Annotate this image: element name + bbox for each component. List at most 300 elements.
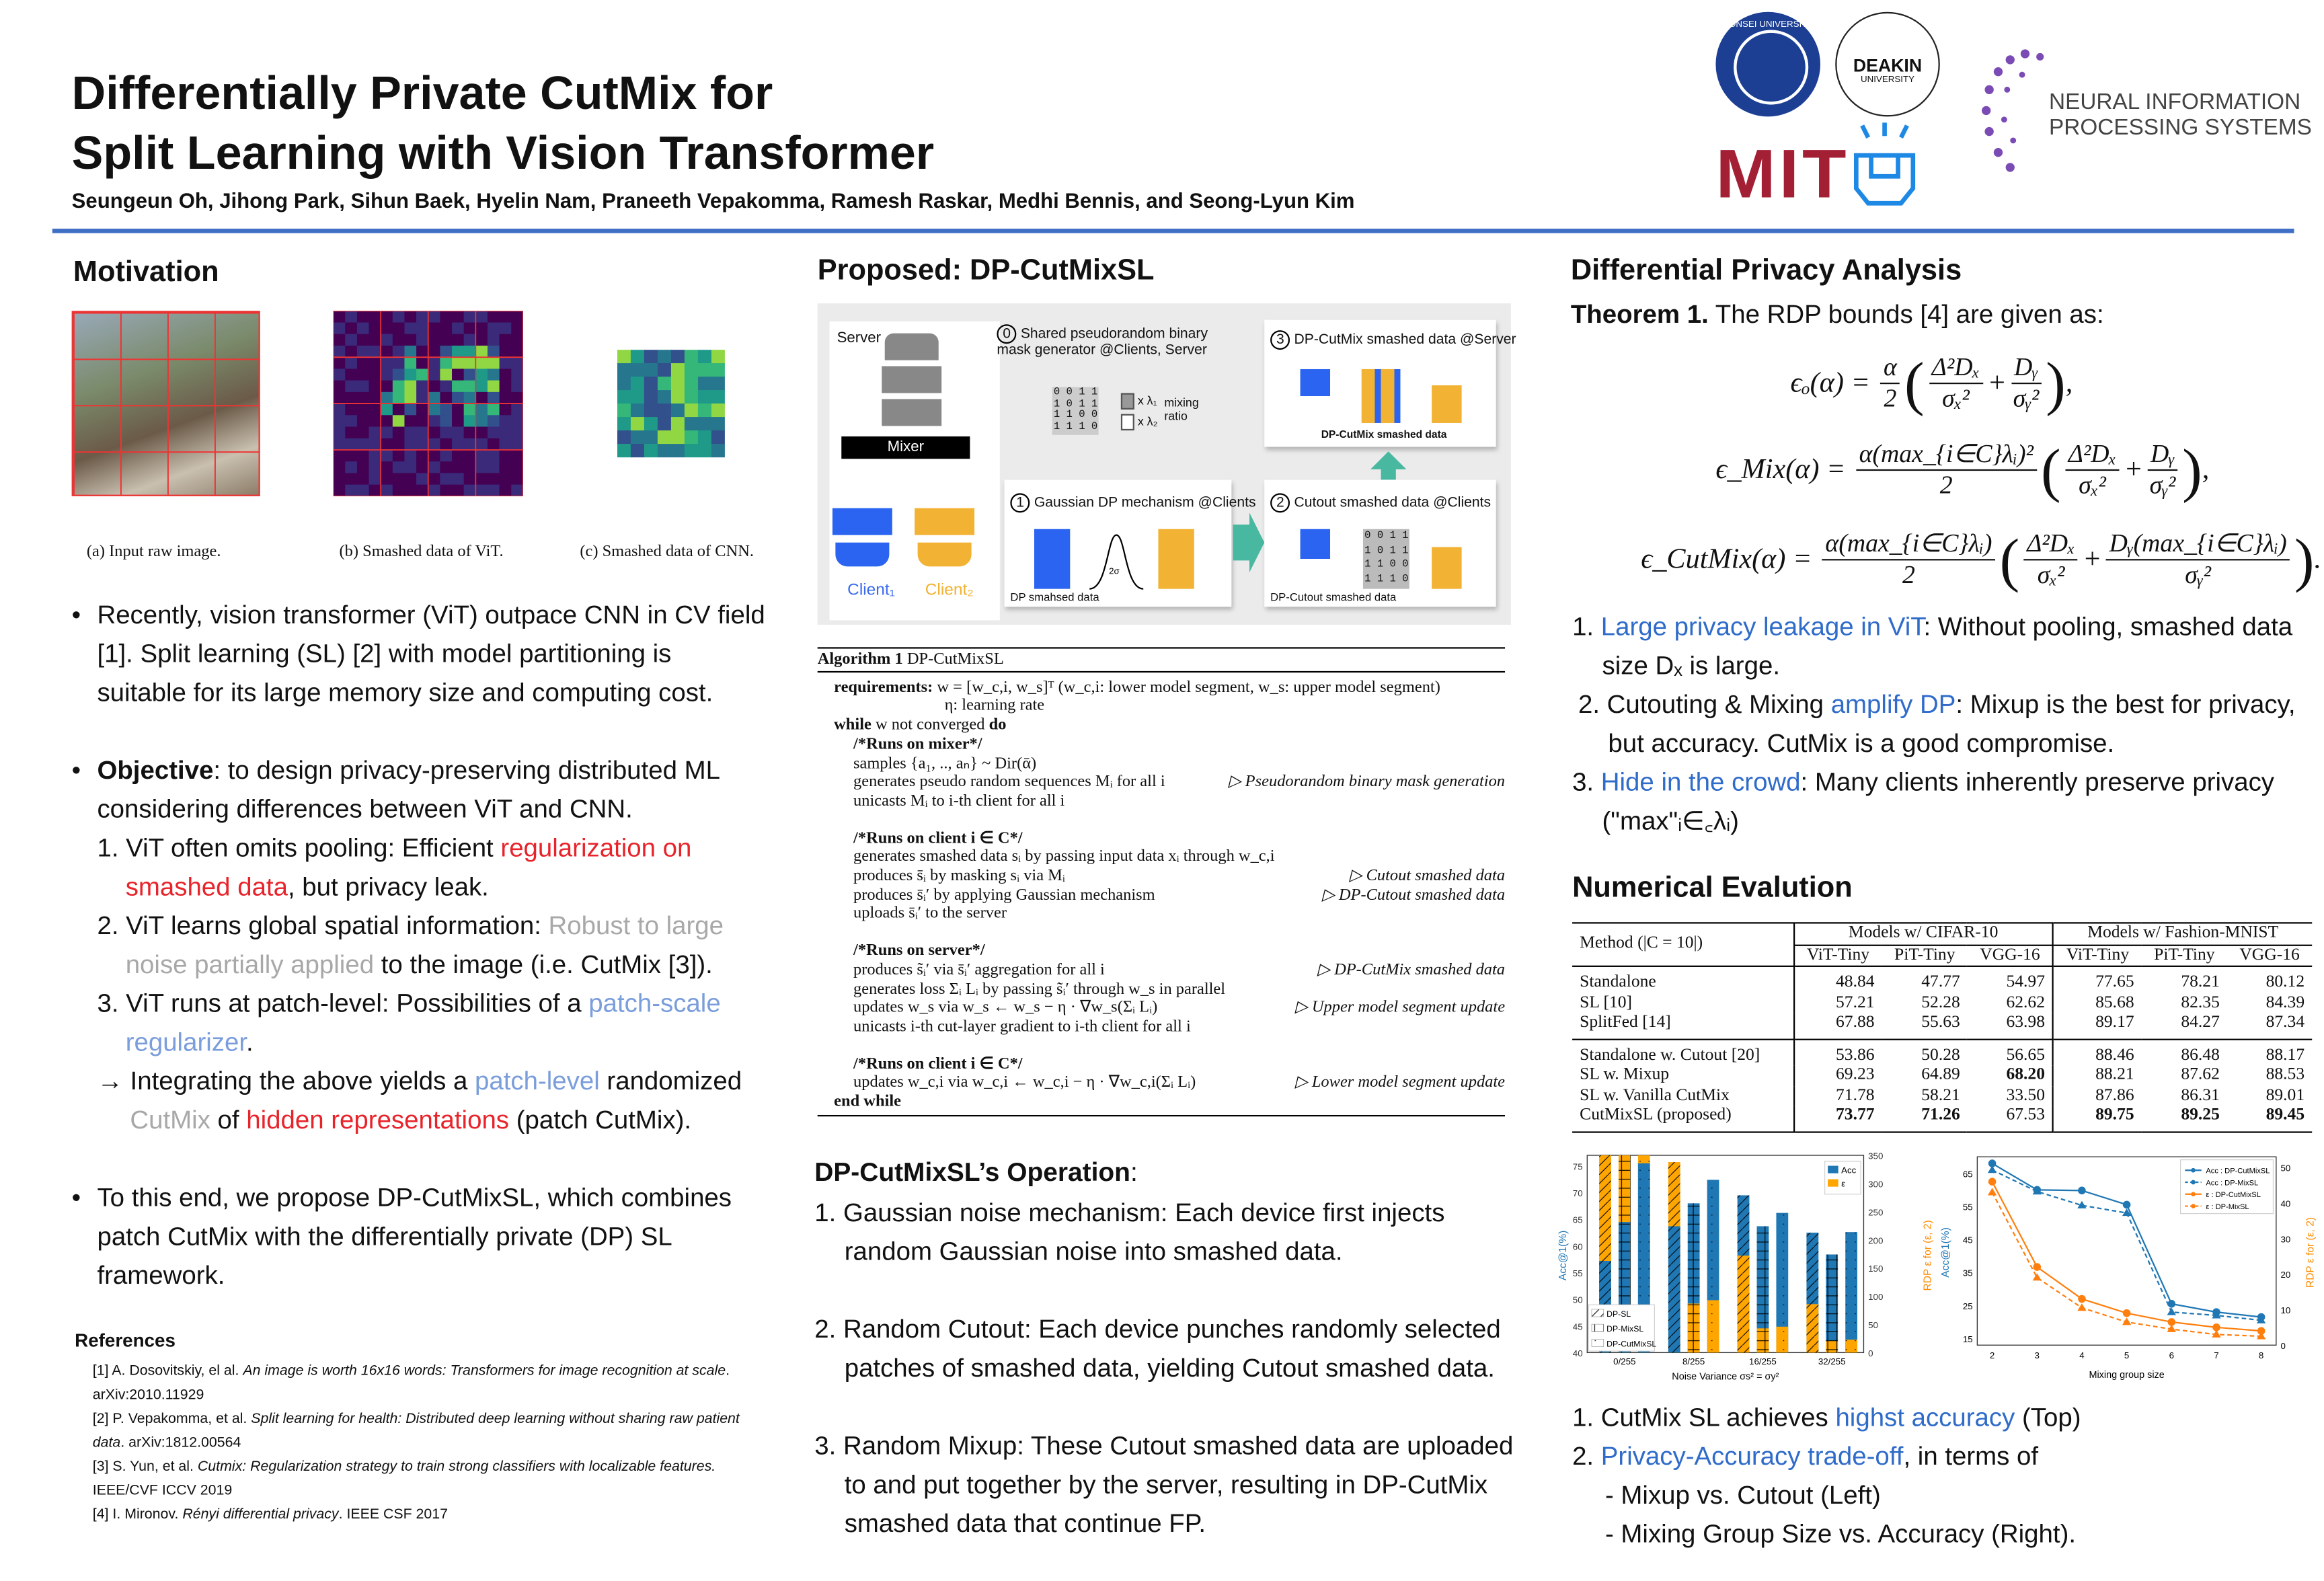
heatmap-cell <box>475 485 488 496</box>
heatmap-cell <box>345 311 357 323</box>
t: → Integrating the above yields a <box>97 1065 475 1096</box>
heatmap-cell <box>464 461 476 473</box>
heatmap-cell <box>393 427 405 439</box>
highlight: CutMix <box>130 1104 210 1134</box>
heatmap-cell <box>511 461 523 473</box>
statement: w = [w_c,i, w_s]ᵀ (w_c,i: lower model segment, w_s: upper model segment) <box>933 678 1440 697</box>
heatmap-cell <box>488 311 500 323</box>
heatmap-cell <box>631 363 645 377</box>
data-point <box>2122 1317 2131 1325</box>
heatmap-cell <box>511 438 523 451</box>
heatmap-cell <box>685 430 699 445</box>
heatmap-cell <box>393 473 405 485</box>
heatmap-cell <box>334 334 346 346</box>
algorithm-line <box>818 848 1505 867</box>
heatmap-cell <box>464 403 476 416</box>
heatmap-cell <box>698 444 712 457</box>
rdp-formula <box>1790 348 2073 416</box>
legend-label: ε : DP-MixSL <box>2206 1203 2249 1212</box>
y-tick-label: 65 <box>1572 1214 1583 1225</box>
y2-tick-label: 50 <box>1868 1320 1878 1331</box>
t: 1. ViT often omits pooling: Efficient <box>97 832 501 863</box>
algorithm-line <box>818 811 1505 829</box>
x-axis-label: Noise Variance σs² = σy² <box>1672 1371 1779 1383</box>
heatmap-cell <box>381 403 393 416</box>
numerical-item-2 <box>1572 1436 2312 1475</box>
heatmap-cell <box>617 377 631 391</box>
heatmap-cell <box>631 444 645 457</box>
method-name: SL w. Vanilla CutMix <box>1572 1086 1793 1106</box>
heatmap-cell <box>357 450 369 462</box>
fraction <box>1822 529 1995 590</box>
legend-label: ε <box>1841 1178 1846 1189</box>
table-row <box>1572 966 2312 993</box>
heatmap-cell <box>511 334 523 346</box>
algorithm-line <box>818 886 1505 904</box>
heatmap-cell <box>393 346 405 358</box>
heatmap-cell <box>357 357 369 369</box>
heatmap-cell <box>631 430 645 445</box>
fraction <box>1856 439 2036 500</box>
heatmap-cell <box>428 334 440 346</box>
algorithm-line <box>818 716 1505 735</box>
x-tick-label: 8 <box>2258 1350 2264 1361</box>
reference-item <box>93 1504 765 1528</box>
algorithm-line <box>818 829 1505 848</box>
data-point <box>2123 1309 2131 1317</box>
heatmap-cell <box>369 369 381 381</box>
highlight: amplify DP <box>1830 689 1956 720</box>
table-cell: 73.77 <box>1836 1106 1875 1124</box>
heatmap-cell <box>440 450 452 462</box>
operation-heading-text: DP-CutMixSL’s Operation <box>814 1157 1130 1187</box>
heatmap-cell <box>440 392 452 404</box>
bullet-1: • Recently, vision transformer (ViT) outpace CNN in CV field [1]. Split learning (SL) [2] with model partitioning is suitable for its large memory size and computing cost. <box>72 595 767 711</box>
table-cell: 80.12 <box>2265 972 2305 991</box>
heatmap-cell <box>416 403 428 416</box>
heatmap-cell <box>381 473 393 485</box>
table-cell: 71.26 <box>1921 1106 1960 1124</box>
x-tick-label: 2 <box>1989 1350 1995 1361</box>
heatmap-cell <box>488 461 500 473</box>
numerical-findings <box>1572 1397 2312 1553</box>
heatmap-cell <box>644 417 658 431</box>
heatmap-cell <box>711 363 725 377</box>
column-header: PiT-Tiny <box>1894 945 1955 964</box>
denominator: σᵧ² <box>2013 384 2040 413</box>
y-tick-label: 40 <box>1572 1348 1583 1358</box>
numerator: α(max_{i∈C}λᵢ)² <box>1856 439 2036 471</box>
heatmap-cell <box>475 346 488 358</box>
method-name: SplitFed [14] <box>1572 1013 1793 1039</box>
table-cell: 64.89 <box>1921 1065 1960 1084</box>
step2-title <box>1270 495 1491 511</box>
client2-layer <box>915 508 974 535</box>
heatmap-cell <box>475 461 488 473</box>
y2-tick-label: 10 <box>2280 1305 2291 1315</box>
client2-patch <box>1432 369 1461 423</box>
comment: ▷ DP-CutMix smashed data <box>1317 960 1506 979</box>
lambda1 <box>1121 393 1157 410</box>
bar-hatch <box>1668 1162 1680 1352</box>
highlight: hidden representations <box>246 1104 510 1134</box>
method-header: Method (|C = 10|) <box>1572 923 1793 966</box>
server-label: Server <box>837 330 882 347</box>
motivation-bullets <box>72 595 767 1295</box>
y-axis-label: Acc@1(%) <box>1940 1227 1952 1278</box>
mixed-patch <box>1362 369 1401 423</box>
mixing-group-line-chart <box>1940 1148 2324 1395</box>
step2-panel <box>1264 479 1496 607</box>
heatmap-cell <box>511 473 523 485</box>
heatmap-cell <box>334 311 346 323</box>
heatmap-cell <box>369 427 381 439</box>
heatmap-cell <box>644 403 658 418</box>
heatmap-cell <box>685 377 699 391</box>
heatmap-cell <box>416 357 428 369</box>
t: (Top) <box>2015 1401 2081 1432</box>
heatmap-cell <box>452 346 464 358</box>
table-cell: 82.35 <box>2181 993 2220 1011</box>
heatmap-cell <box>345 415 357 427</box>
heatmap-cell <box>440 473 452 485</box>
table-cell: 87.62 <box>2181 1065 2220 1084</box>
table-cell: 87.86 <box>2095 1085 2134 1104</box>
deakin-text: DEAKIN <box>1853 55 1923 77</box>
step2-label: Cutout smashed data @Clients <box>1294 494 1492 512</box>
numerator: Δ²Dₓ <box>1929 353 1982 385</box>
numerator: Δ²Dₓ <box>2024 529 2078 561</box>
heatmap-cell <box>631 403 645 418</box>
heatmap-cell <box>698 390 712 404</box>
hatch-legend-label: DP-MixSL <box>1606 1324 1644 1334</box>
heatmap-cell <box>698 403 712 418</box>
heatmap-cell <box>381 346 393 358</box>
bar-hatch <box>1757 1226 1769 1352</box>
heatmap-cell <box>685 390 699 404</box>
y-tick-label: 25 <box>1962 1301 1973 1311</box>
heatmap-cell <box>404 346 416 358</box>
denominator: σᵧ² <box>2185 560 2211 589</box>
heatmap-cell <box>711 430 725 445</box>
heatmap-cell <box>440 403 452 416</box>
formula-lhs: ϵ_Mix(α) = <box>1715 453 1846 486</box>
heatmap-cell <box>440 461 452 473</box>
t: to the image (i.e. CutMix [3]). <box>374 949 713 979</box>
statement: uploads s̄ᵢ′ to the server <box>853 904 1007 923</box>
column-header: VGG-16 <box>1968 945 2053 966</box>
heatmap-cell <box>440 311 452 323</box>
heatmap-cell <box>440 415 452 427</box>
client1-label: Client₁ <box>847 581 895 600</box>
mask-row: 1 1 1 0 <box>1364 573 1409 586</box>
heatmap-cell <box>369 311 381 323</box>
hatch-legend-swatch <box>1592 1324 1604 1332</box>
legend-label: Acc : DP-CutMixSL <box>2206 1167 2270 1175</box>
heatmap-cell <box>440 438 452 451</box>
table-row <box>1572 993 2312 1013</box>
t: randomized <box>599 1065 742 1096</box>
client1-patch <box>1301 369 1330 423</box>
gaussian-curve-icon <box>1087 529 1147 592</box>
table-cell: 63.98 <box>1968 1013 2053 1039</box>
t: , in terms of <box>1903 1440 2039 1471</box>
heatmap-cell <box>357 415 369 427</box>
bar-hatch <box>1845 1232 1857 1352</box>
mask-row: 0 0 1 1 <box>1364 530 1409 543</box>
algorithm-line <box>818 1054 1505 1073</box>
step3-number: 3 <box>1270 330 1290 350</box>
heatmap-cell <box>416 415 428 427</box>
proposed-heading: Proposed: DP-CutMixSL <box>817 254 1155 287</box>
statement: produces s̄ᵢ by masking sᵢ via Mᵢ <box>853 867 1065 885</box>
heatmap-cell <box>345 461 357 473</box>
mask-row: 1 0 1 1 <box>1053 398 1098 411</box>
statement: unicasts Mᵢ to i-th client for all i <box>853 792 1065 810</box>
heatmap-cell <box>428 392 440 404</box>
ref-authors: [4] I. Mironov. <box>92 1506 183 1523</box>
table-cell: 89.75 <box>2095 1106 2134 1124</box>
heatmap-cell <box>500 473 512 485</box>
heatmap-cell <box>475 323 488 335</box>
heatmap-cell <box>685 444 699 457</box>
fraction <box>2106 529 2290 590</box>
heatmap-cell <box>617 363 631 377</box>
bar-hatch <box>1826 1254 1838 1352</box>
client1-layer <box>832 508 892 535</box>
ref-title: Cutmix: Regularization strategy to train strong classifiers with localizable features. <box>197 1459 716 1475</box>
heatmap-cell <box>500 323 512 335</box>
heatmap-cell <box>658 444 672 457</box>
heatmap-cell <box>404 334 416 346</box>
heatmap-cell <box>464 346 476 358</box>
heatmap-cell <box>334 381 346 393</box>
heatmap-cell <box>369 473 381 485</box>
heatmap-cell <box>452 357 464 369</box>
heatmap-cell <box>617 390 631 404</box>
references-heading: References <box>75 1330 176 1352</box>
table-cell: 86.31 <box>2181 1085 2220 1104</box>
heatmap-cell <box>381 323 393 335</box>
heatmap-cell <box>658 390 672 404</box>
numerical-item-4: - Mixing Group Size vs. Accuracy (Right). <box>1604 1518 2077 1549</box>
highlight: Robust to large noise partially applied <box>125 910 724 979</box>
heatmap-cell <box>440 369 452 381</box>
x-tick-label: 0/255 <box>1613 1356 1636 1367</box>
lambda2 <box>1121 414 1158 430</box>
orange-smashed-data <box>1158 529 1194 589</box>
heatmap-cell <box>357 334 369 346</box>
heatmap-cell <box>475 427 488 439</box>
heatmap-cell <box>357 311 369 323</box>
heatmap-cell <box>452 438 464 451</box>
heatmap-cell <box>698 350 712 364</box>
heatmap-cell <box>617 350 631 364</box>
heatmap-cell <box>428 369 440 381</box>
heatmap-cell <box>685 417 699 431</box>
heatmap-cell <box>631 417 645 431</box>
heatmap-cell <box>475 450 488 462</box>
heatmap-cell <box>658 403 672 418</box>
formula-lhs: ϵₒ(α) = <box>1790 367 1870 399</box>
theorem-text: The RDP bounds [4] are given as: <box>1708 299 2104 329</box>
mask-row: 1 1 0 0 <box>1053 409 1098 422</box>
bullet-3: • To this end, we propose DP-CutMixSL, which combines patch CutMix with the differentially private (DP) SL framework. <box>72 1178 767 1294</box>
heatmap-cell <box>428 403 440 416</box>
heatmap-cell <box>511 369 523 381</box>
comment: ▷ Pseudorandom binary mask generation <box>1228 773 1506 792</box>
algorithm-line <box>818 773 1505 792</box>
y2-tick-label: 0 <box>2280 1340 2286 1351</box>
heatmap-cell <box>644 350 658 364</box>
heatmap-cell <box>334 427 346 439</box>
finding-3 <box>1572 762 2312 840</box>
heatmap-cell <box>404 403 416 416</box>
algorithm-line <box>818 867 1505 886</box>
dp-findings <box>1572 607 2312 840</box>
theorem-label: Theorem 1. <box>1570 299 1709 329</box>
formula-lhs: ϵ_CutMix(α) = <box>1641 543 1812 575</box>
legend-label: Acc <box>1841 1165 1857 1175</box>
heatmap-cell <box>404 369 416 381</box>
heatmap-cell <box>488 381 500 393</box>
operation-item: 2. Random Cutout: Each device punches randomly selected patches of smashed data, yielding Cutout smashed data. <box>814 1313 1501 1383</box>
heatmap-cell <box>345 369 357 381</box>
deakin-logo <box>1835 12 1940 117</box>
ref-venue: . arXiv:2010.11929 <box>92 1362 730 1403</box>
numerator: α <box>1881 353 1900 385</box>
heatmap-cell <box>475 381 488 393</box>
heatmap-cell <box>464 334 476 346</box>
heatmap-cell <box>475 392 488 404</box>
x-tick-label: 16/255 <box>1749 1356 1777 1367</box>
ref-title: An image is worth 16x16 words: Transformers for image recognition at scale <box>243 1362 726 1380</box>
server-layer <box>882 367 941 393</box>
heatmap-cell <box>711 390 725 404</box>
table-cell: 88.21 <box>2095 1065 2134 1084</box>
heatmap-cell <box>500 485 512 496</box>
statement: updates w_c,i via w_c,i ← w_c,i − η · ∇w_c,i(Σᵢ Lᵢ) <box>853 1073 1196 1092</box>
table-cell: 56.65 <box>1968 1039 2053 1066</box>
mixing-ratio-label: mixing ratio <box>1164 395 1199 423</box>
x-tick-label: 8/255 <box>1682 1356 1705 1367</box>
heatmap-cell <box>416 461 428 473</box>
heatmap-cell <box>404 381 416 393</box>
y2-axis-label: RDP ε for (ε, 2) <box>1922 1220 1934 1291</box>
legend-marker <box>2191 1204 2196 1208</box>
heatmap-cell <box>511 392 523 404</box>
paren-open: ( <box>2041 435 2061 503</box>
heatmap-cell <box>393 450 405 462</box>
algorithm-body <box>818 672 1505 1116</box>
heatmap-cell <box>511 450 523 462</box>
neurips-line-2: PROCESSING SYSTEMS <box>2049 115 2312 141</box>
formula-end: , <box>2202 453 2210 486</box>
heatmap-cell <box>464 415 476 427</box>
paren-close: ) <box>2046 348 2066 416</box>
fraction <box>1881 353 1900 414</box>
heatmap-cell <box>369 438 381 451</box>
y-axis-label: Acc@1(%) <box>1557 1230 1570 1281</box>
heatmap-cell <box>500 427 512 439</box>
heatmap-cell <box>369 381 381 393</box>
data-point <box>1988 1178 1997 1186</box>
heatmap-cell <box>452 485 464 496</box>
heatmap-cell <box>475 415 488 427</box>
neurips-logo <box>1980 45 2317 187</box>
arrow-up-icon <box>1370 451 1406 469</box>
y-tick-label: 50 <box>1572 1295 1583 1305</box>
table-cell: 77.65 <box>2095 972 2134 991</box>
ref-authors: [1] A. Dosovitskiy, el al. <box>92 1362 243 1380</box>
heatmap-cell <box>404 323 416 335</box>
heatmap-cell <box>617 430 631 445</box>
table-cell: 84.27 <box>2181 1013 2220 1032</box>
deakin-sub: UNIVERSITY <box>1860 76 1915 85</box>
heatmap-cell <box>334 461 346 473</box>
cnn-smashed-data-image <box>617 350 725 457</box>
heatmap-cell <box>511 311 523 323</box>
heatmap-cell <box>345 473 357 485</box>
algorithm-line <box>818 1093 1505 1112</box>
ref-venue: . IEEE CSF 2017 <box>338 1506 448 1523</box>
heatmap-cell <box>357 473 369 485</box>
keyword: /*Runs on client i ∈ C*/ <box>853 1054 1023 1073</box>
heatmap-cell <box>393 381 405 393</box>
heatmap-cell <box>464 485 476 496</box>
heatmap-cell <box>617 444 631 457</box>
legend-label: ε : DP-CutMixSL <box>2206 1191 2261 1200</box>
algorithm-line <box>818 754 1505 773</box>
column-header: ViT-Tiny <box>2066 945 2130 964</box>
step1-title <box>1010 495 1255 511</box>
heatmap-cell <box>452 311 464 323</box>
heatmap-cell <box>357 461 369 473</box>
heatmap-cell <box>464 392 476 404</box>
legend-marker <box>2191 1192 2196 1196</box>
algorithm-line <box>818 678 1505 697</box>
denominator: 2 <box>1884 384 1897 413</box>
paren-open: ( <box>1999 525 2020 593</box>
x-tick-label: 3 <box>2034 1350 2040 1361</box>
t: 1. <box>1572 611 1601 642</box>
caption-a: (a) Input raw image. <box>86 542 221 561</box>
heatmap-cell <box>428 357 440 369</box>
heatmap-cell <box>698 377 712 391</box>
operation-list <box>814 1193 1539 1581</box>
dp-cutout-label: DP-Cutout smashed data <box>1270 590 1397 604</box>
input-raw-image <box>72 311 260 496</box>
highlight: highst accuracy <box>1835 1401 2015 1432</box>
data-point <box>2123 1201 2131 1209</box>
heatmap-cell <box>357 485 369 496</box>
heatmap-cell <box>475 473 488 485</box>
algorithm-name: DP-CutMixSL <box>902 650 1004 668</box>
heatmap-cell <box>452 392 464 404</box>
heatmap-cell <box>393 357 405 369</box>
t: , but privacy leak. <box>287 871 489 902</box>
objective-text: : to design privacy-preserving distributed ML considering differences between ViT and CNN. <box>97 755 720 824</box>
t: : Many clients inherently preserve privacy ("max"ᵢ∈꜀λᵢ) <box>1602 767 2274 836</box>
paren-open: ( <box>1904 348 1925 416</box>
heatmap-cell <box>357 323 369 335</box>
heatmap-cell <box>357 427 369 439</box>
heatmap-cell <box>500 450 512 462</box>
heatmap-cell <box>488 369 500 381</box>
reference-item <box>93 1456 765 1504</box>
heatmap-cell <box>500 311 512 323</box>
highlight: Privacy-Accuracy trade-off <box>1600 1440 1904 1471</box>
